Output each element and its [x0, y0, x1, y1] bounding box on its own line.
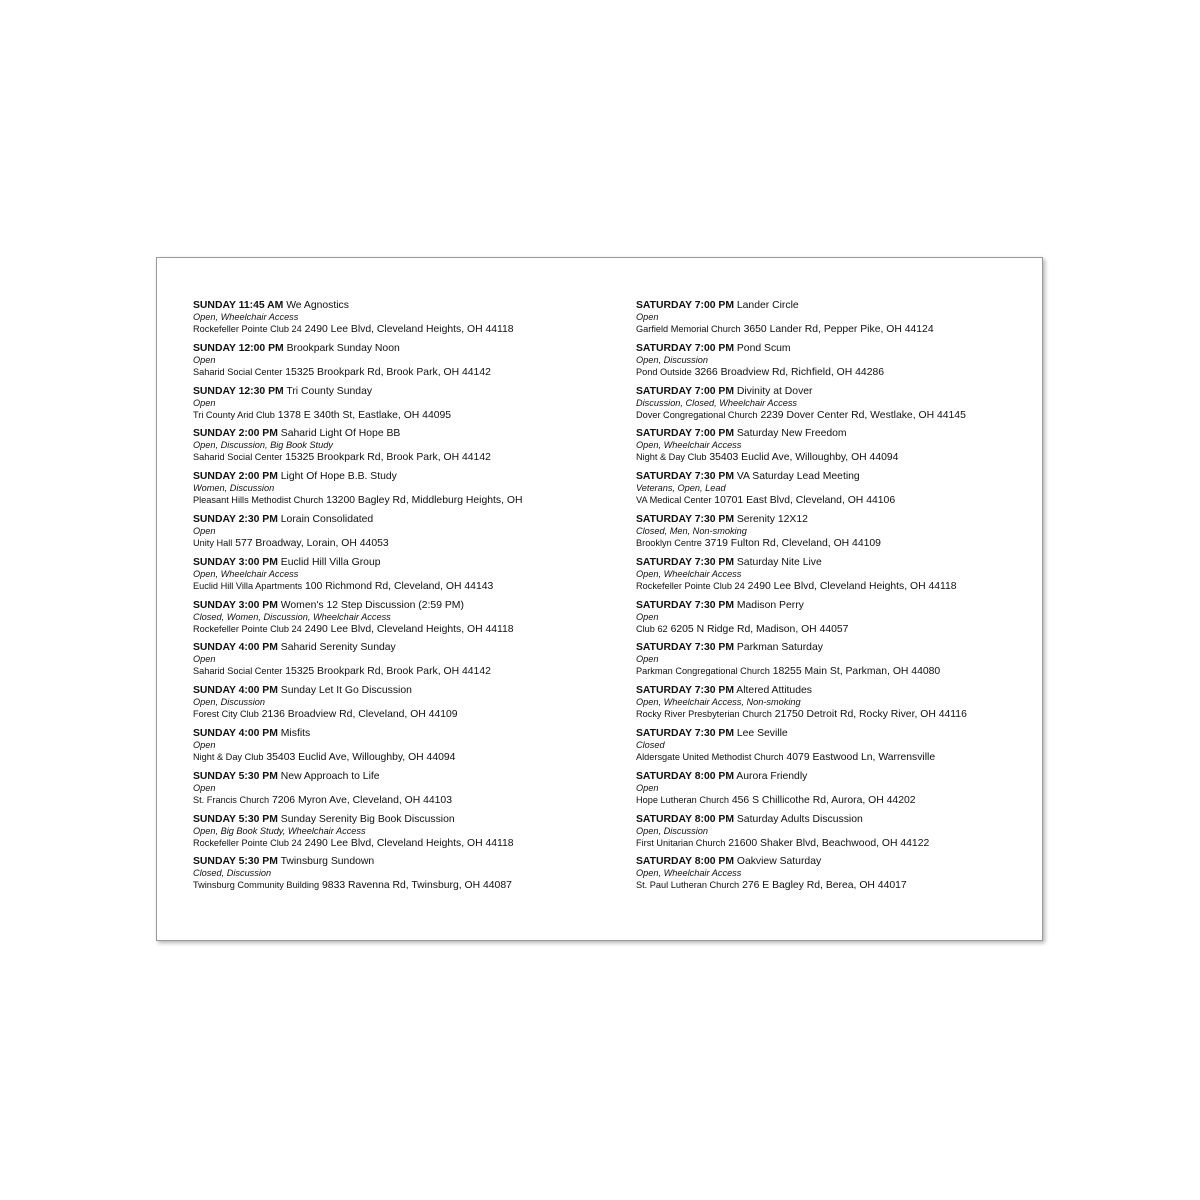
- meeting-column-left: [193, 300, 613, 899]
- meeting-heading: [193, 814, 613, 826]
- meeting-address: 13200 Bagley Rd, Middleburg Heights, OH: [326, 495, 523, 507]
- meeting-venue: Night & Day Club: [636, 452, 707, 463]
- meeting-entry: [193, 343, 613, 386]
- meeting-types: Open, Wheelchair Access: [193, 312, 299, 322]
- meeting-location: [193, 879, 613, 892]
- meeting-types: Open, Wheelchair Access: [636, 868, 742, 879]
- meeting-entry: [636, 386, 1036, 429]
- meeting-venue: Rocky River Presbyterian Church: [636, 709, 772, 720]
- meeting-entry: [193, 600, 613, 643]
- meeting-venue: Forest City Club: [193, 709, 259, 720]
- meeting-location: [636, 751, 1036, 764]
- meeting-location: [193, 837, 613, 850]
- meeting-day-time: SATURDAY 7:30 PM: [636, 642, 734, 654]
- meeting-day-time: SUNDAY 2:00 PM: [193, 471, 278, 483]
- meeting-entry: [193, 771, 613, 814]
- meeting-types: Open: [193, 739, 216, 750]
- meeting-venue: Club 62: [636, 623, 668, 634]
- meeting-name: Women's 12 Step Discussion (2:59 PM): [280, 599, 464, 611]
- meeting-types: Open: [193, 525, 216, 536]
- meeting-heading: [193, 471, 613, 483]
- meeting-venue: Hope Lutheran Church: [636, 794, 729, 805]
- meeting-address: 577 Broadway, Lorain, OH 44053: [235, 537, 389, 549]
- meeting-day-time: SUNDAY 5:30 PM: [193, 813, 278, 825]
- meeting-types: Women, Discussion: [193, 483, 275, 494]
- meeting-day-time: SATURDAY 7:00 PM: [636, 385, 734, 397]
- meeting-venue: Rockefeller Pointe Club 24: [193, 837, 302, 848]
- meeting-types: Closed, Women, Discussion, Wheelchair Access: [193, 611, 391, 622]
- meeting-venue: Pond Outside: [636, 366, 692, 377]
- meeting-name: Oakview Saturday: [736, 856, 822, 868]
- meeting-address: 18255 Main St, Parkman, OH 44080: [772, 666, 941, 678]
- meeting-entry: [193, 386, 613, 429]
- meeting-types: Open, Wheelchair Access: [193, 568, 299, 579]
- meeting-address: 456 S Chillicothe Rd, Aurora, OH 44202: [731, 794, 916, 806]
- meeting-venue: St. Paul Lutheran Church: [636, 880, 740, 891]
- meeting-location: [193, 494, 613, 507]
- meeting-location: [636, 494, 1036, 507]
- meeting-venue: St. Francis Church: [193, 794, 270, 805]
- meeting-name: New Approach to Life: [280, 770, 380, 782]
- meeting-name: Misfits: [280, 727, 311, 739]
- meeting-address: 276 E Bagley Rd, Berea, OH 44017: [742, 880, 907, 892]
- meeting-day-time: SUNDAY 2:30 PM: [193, 513, 278, 525]
- meeting-name: Aurora Friendly: [736, 770, 808, 782]
- meeting-day-time: SUNDAY 4:00 PM: [193, 685, 278, 697]
- meeting-heading: [193, 343, 613, 355]
- meeting-day-time: SATURDAY 7:30 PM: [636, 599, 734, 611]
- meeting-address: 35403 Euclid Ave, Willoughby, OH 44094: [709, 452, 899, 464]
- meeting-name: Parkman Saturday: [736, 642, 823, 654]
- meeting-day-time: SUNDAY 4:00 PM: [193, 642, 278, 654]
- meeting-address: 21600 Shaker Blvd, Beachwood, OH 44122: [728, 837, 930, 849]
- meeting-location: [636, 665, 1036, 678]
- meeting-entry: [636, 728, 1036, 771]
- meeting-location: [636, 879, 1036, 892]
- meeting-address: 21750 Detroit Rd, Rocky River, OH 44116: [774, 709, 967, 721]
- meeting-heading: [636, 514, 1036, 526]
- meeting-heading: [193, 428, 613, 440]
- meeting-location: [636, 623, 1036, 636]
- meeting-name: Light Of Hope B.B. Study: [280, 471, 397, 483]
- meeting-heading: [636, 300, 1036, 312]
- meeting-name: Saturday Nite Live: [736, 556, 822, 568]
- meeting-location: [636, 409, 1036, 422]
- meeting-day-time: SUNDAY 3:00 PM: [193, 556, 278, 568]
- meeting-day-time: SATURDAY 7:30 PM: [636, 727, 734, 739]
- meeting-types: Open, Wheelchair Access: [636, 440, 742, 451]
- meeting-heading: [636, 600, 1036, 612]
- meeting-heading: [636, 814, 1036, 826]
- meeting-entry: [636, 514, 1036, 557]
- meeting-name: Lee Seville: [736, 727, 788, 739]
- meeting-name: Pond Scum: [736, 342, 791, 354]
- meeting-location: [636, 837, 1036, 850]
- meeting-day-time: SUNDAY 2:00 PM: [193, 428, 278, 440]
- meeting-heading: [636, 728, 1036, 740]
- meeting-venue: Saharid Social Center: [193, 452, 283, 463]
- meeting-location: [193, 323, 613, 336]
- meeting-entry: [636, 685, 1036, 728]
- meeting-location: [636, 708, 1036, 721]
- meeting-types: Open: [193, 782, 216, 793]
- meeting-day-time: SATURDAY 7:00 PM: [636, 428, 734, 440]
- meeting-address: 9833 Ravenna Rd, Twinsburg, OH 44087: [322, 880, 512, 892]
- meeting-heading: [193, 514, 613, 526]
- meeting-location: [636, 451, 1036, 464]
- meeting-venue: Parkman Congregational Church: [636, 666, 770, 677]
- meeting-types: Open: [636, 654, 659, 665]
- meeting-day-time: SUNDAY 5:30 PM: [193, 856, 278, 868]
- meeting-address: 2490 Lee Blvd, Cleveland Heights, OH 44118: [304, 324, 514, 335]
- meeting-address: 10701 East Blvd, Cleveland, OH 44106: [714, 495, 896, 507]
- meeting-address: 15325 Brookpark Rd, Brook Park, OH 44142: [285, 452, 491, 464]
- meeting-venue: Unity Hall: [193, 537, 233, 548]
- document-page: [156, 257, 1043, 941]
- meeting-venue: Rockefeller Pointe Club 24: [193, 324, 302, 334]
- meeting-day-time: SATURDAY 7:30 PM: [636, 556, 734, 568]
- meeting-entry: [193, 514, 613, 557]
- meeting-column-right: [636, 300, 1036, 899]
- meeting-name: Sunday Let It Go Discussion: [280, 685, 412, 697]
- meeting-day-time: SUNDAY 11:45 AM: [193, 300, 284, 311]
- meeting-types: Open: [193, 654, 216, 665]
- meeting-entry: [636, 471, 1036, 514]
- meeting-address: 7206 Myron Ave, Cleveland, OH 44103: [271, 794, 452, 806]
- meeting-venue: Night & Day Club: [193, 751, 264, 762]
- meeting-location: [193, 451, 613, 464]
- meeting-heading: [193, 600, 613, 612]
- meeting-name: Divinity at Dover: [736, 385, 813, 397]
- meeting-day-time: SATURDAY 8:00 PM: [636, 813, 734, 825]
- meeting-entry: [636, 600, 1036, 643]
- meeting-entry: [636, 771, 1036, 814]
- meeting-entry: [636, 642, 1036, 685]
- meeting-entry: [636, 856, 1036, 899]
- meeting-address: 2239 Dover Center Rd, Westlake, OH 44145: [760, 409, 966, 421]
- meeting-name: We Agnostics: [286, 300, 349, 311]
- meeting-types: Discussion, Closed, Wheelchair Access: [636, 397, 798, 408]
- meeting-address: 4079 Eastwood Ln, Warrensville: [786, 751, 936, 763]
- meeting-heading: [193, 856, 613, 868]
- meeting-address: 15325 Brookpark Rd, Brook Park, OH 44142: [285, 666, 491, 678]
- meeting-entry: [193, 300, 613, 343]
- meeting-heading: [636, 856, 1036, 868]
- meeting-location: [193, 580, 613, 593]
- meeting-types: Closed: [636, 739, 665, 750]
- meeting-day-time: SUNDAY 12:30 PM: [193, 385, 284, 397]
- meeting-entry: [193, 642, 613, 685]
- meeting-heading: [193, 386, 613, 398]
- meeting-heading: [193, 300, 613, 312]
- meeting-location: [193, 708, 613, 721]
- meeting-venue: Brooklyn Centre: [636, 537, 702, 548]
- meeting-heading: [636, 428, 1036, 440]
- meeting-types: Open, Wheelchair Access: [636, 568, 742, 579]
- meeting-venue: Pleasant Hills Methodist Church: [193, 495, 324, 506]
- meeting-venue: Saharid Social Center: [193, 666, 283, 677]
- meeting-entry: [193, 471, 613, 514]
- meeting-types: Open: [636, 782, 659, 793]
- meeting-types: Open: [636, 611, 659, 622]
- meeting-name: Serenity 12X12: [736, 513, 808, 525]
- meeting-types: Open, Discussion: [636, 825, 709, 836]
- meeting-entry: [193, 557, 613, 600]
- meeting-venue: Dover Congregational Church: [636, 409, 758, 420]
- meeting-heading: [636, 557, 1036, 569]
- meeting-types: Open, Discussion: [636, 354, 709, 365]
- meeting-types: Closed, Men, Non-smoking: [636, 525, 747, 536]
- meeting-venue: Tri County Arid Club: [193, 409, 275, 420]
- meeting-address: 3719 Fulton Rd, Cleveland, OH 44109: [704, 537, 881, 549]
- meeting-address: 3650 Lander Rd, Pepper Pike, OH 44124: [743, 324, 934, 335]
- meeting-name: Lander Circle: [736, 300, 799, 311]
- meeting-name: Twinsburg Sundown: [280, 856, 375, 868]
- meeting-location: [193, 623, 613, 636]
- meeting-address: 100 Richmond Rd, Cleveland, OH 44143: [305, 580, 494, 592]
- meeting-venue: Rockefeller Pointe Club 24: [193, 623, 302, 634]
- meeting-heading: [193, 557, 613, 569]
- meeting-location: [193, 537, 613, 550]
- meeting-location: [636, 323, 1036, 336]
- meeting-venue: Euclid Hill Villa Apartments: [193, 580, 303, 591]
- meeting-entry: [636, 814, 1036, 857]
- meeting-name: Saharid Light Of Hope BB: [280, 428, 401, 440]
- meeting-day-time: SATURDAY 8:00 PM: [636, 856, 734, 868]
- meeting-types: Open, Discussion: [193, 697, 266, 708]
- meeting-name: Brookpark Sunday Noon: [286, 342, 400, 354]
- meeting-venue: First Unitarian Church: [636, 837, 726, 848]
- meeting-day-time: SATURDAY 7:00 PM: [636, 342, 734, 354]
- meeting-heading: [193, 771, 613, 783]
- meeting-heading: [193, 685, 613, 697]
- meeting-venue: Garfield Memorial Church: [636, 324, 741, 334]
- meeting-heading: [636, 771, 1036, 783]
- meeting-types: Open: [193, 397, 216, 408]
- meeting-name: Saturday Adults Discussion: [736, 813, 863, 825]
- meeting-heading: [636, 343, 1036, 355]
- meeting-venue: Twinsburg Community Building: [193, 880, 320, 891]
- meeting-entry: [636, 343, 1036, 386]
- meeting-day-time: SATURDAY 8:00 PM: [636, 770, 734, 782]
- meeting-venue: Saharid Social Center: [193, 366, 283, 377]
- meeting-address: 6205 N Ridge Rd, Madison, OH 44057: [670, 623, 849, 635]
- meeting-heading: [636, 471, 1036, 483]
- meeting-address: 2136 Broadview Rd, Cleveland, OH 44109: [261, 709, 458, 721]
- meeting-types: Closed, Discussion: [193, 868, 272, 879]
- meeting-day-time: SUNDAY 4:00 PM: [193, 727, 278, 739]
- meeting-location: [193, 794, 613, 807]
- meeting-day-time: SATURDAY 7:00 PM: [636, 300, 734, 311]
- meeting-heading: [636, 386, 1036, 398]
- meeting-venue: Rockefeller Pointe Club 24: [636, 580, 745, 591]
- meeting-heading: [636, 685, 1036, 697]
- meeting-name: Saturday New Freedom: [736, 428, 847, 440]
- meeting-location: [193, 751, 613, 764]
- meeting-name: Euclid Hill Villa Group: [280, 556, 381, 568]
- meeting-day-time: SUNDAY 12:00 PM: [193, 342, 284, 354]
- meeting-day-time: SATURDAY 7:30 PM: [636, 685, 734, 697]
- meeting-entry: [193, 814, 613, 857]
- meeting-address: 35403 Euclid Ave, Willoughby, OH 44094: [266, 751, 456, 763]
- meeting-heading: [636, 642, 1036, 654]
- meeting-location: [636, 366, 1036, 379]
- meeting-address: 2490 Lee Blvd, Cleveland Heights, OH 44118: [304, 837, 514, 849]
- meeting-address: 15325 Brookpark Rd, Brook Park, OH 44142: [285, 366, 491, 378]
- meeting-location: [193, 665, 613, 678]
- meeting-types: Open, Wheelchair Access, Non-smoking: [636, 697, 801, 708]
- meeting-day-time: SATURDAY 7:30 PM: [636, 471, 734, 483]
- meeting-entry: [193, 685, 613, 728]
- meeting-location: [636, 794, 1036, 807]
- meeting-entry: [193, 728, 613, 771]
- meeting-day-time: SUNDAY 3:00 PM: [193, 599, 278, 611]
- meeting-name: Altered Attitudes: [736, 685, 812, 697]
- meeting-types: Open: [636, 312, 659, 322]
- meeting-address: 2490 Lee Blvd, Cleveland Heights, OH 44118: [747, 580, 957, 592]
- meeting-venue: Aldersgate United Methodist Church: [636, 751, 784, 762]
- meeting-types: Veterans, Open, Lead: [636, 483, 726, 494]
- meeting-venue: VA Medical Center: [636, 495, 712, 506]
- meeting-entry: [636, 428, 1036, 471]
- meeting-entry: [193, 428, 613, 471]
- meeting-address: 3266 Broadview Rd, Richfield, OH 44286: [694, 366, 885, 378]
- meeting-day-time: SATURDAY 7:30 PM: [636, 513, 734, 525]
- meeting-name: Lorain Consolidated: [280, 513, 374, 525]
- meeting-location: [636, 537, 1036, 550]
- meeting-entry: [636, 557, 1036, 600]
- meeting-heading: [193, 642, 613, 654]
- meeting-address: 2490 Lee Blvd, Cleveland Heights, OH 44118: [304, 623, 514, 635]
- meeting-name: Madison Perry: [736, 599, 804, 611]
- meeting-entry: [636, 300, 1036, 343]
- meeting-name: Saharid Serenity Sunday: [280, 642, 396, 654]
- meeting-day-time: SUNDAY 5:30 PM: [193, 770, 278, 782]
- meeting-name: VA Saturday Lead Meeting: [736, 471, 860, 483]
- meeting-name: Tri County Sunday: [286, 385, 373, 397]
- meeting-location: [193, 366, 613, 379]
- meeting-types: Open: [193, 354, 216, 365]
- meeting-types: Open, Discussion, Big Book Study: [193, 440, 333, 451]
- meeting-address: 1378 E 340th St, Eastlake, OH 44095: [277, 409, 452, 421]
- meeting-name: Sunday Serenity Big Book Discussion: [280, 813, 455, 825]
- meeting-heading: [193, 728, 613, 740]
- meeting-types: Open, Big Book Study, Wheelchair Access: [193, 825, 366, 836]
- meeting-entry: [193, 856, 613, 899]
- meeting-location: [636, 580, 1036, 593]
- meeting-location: [193, 409, 613, 422]
